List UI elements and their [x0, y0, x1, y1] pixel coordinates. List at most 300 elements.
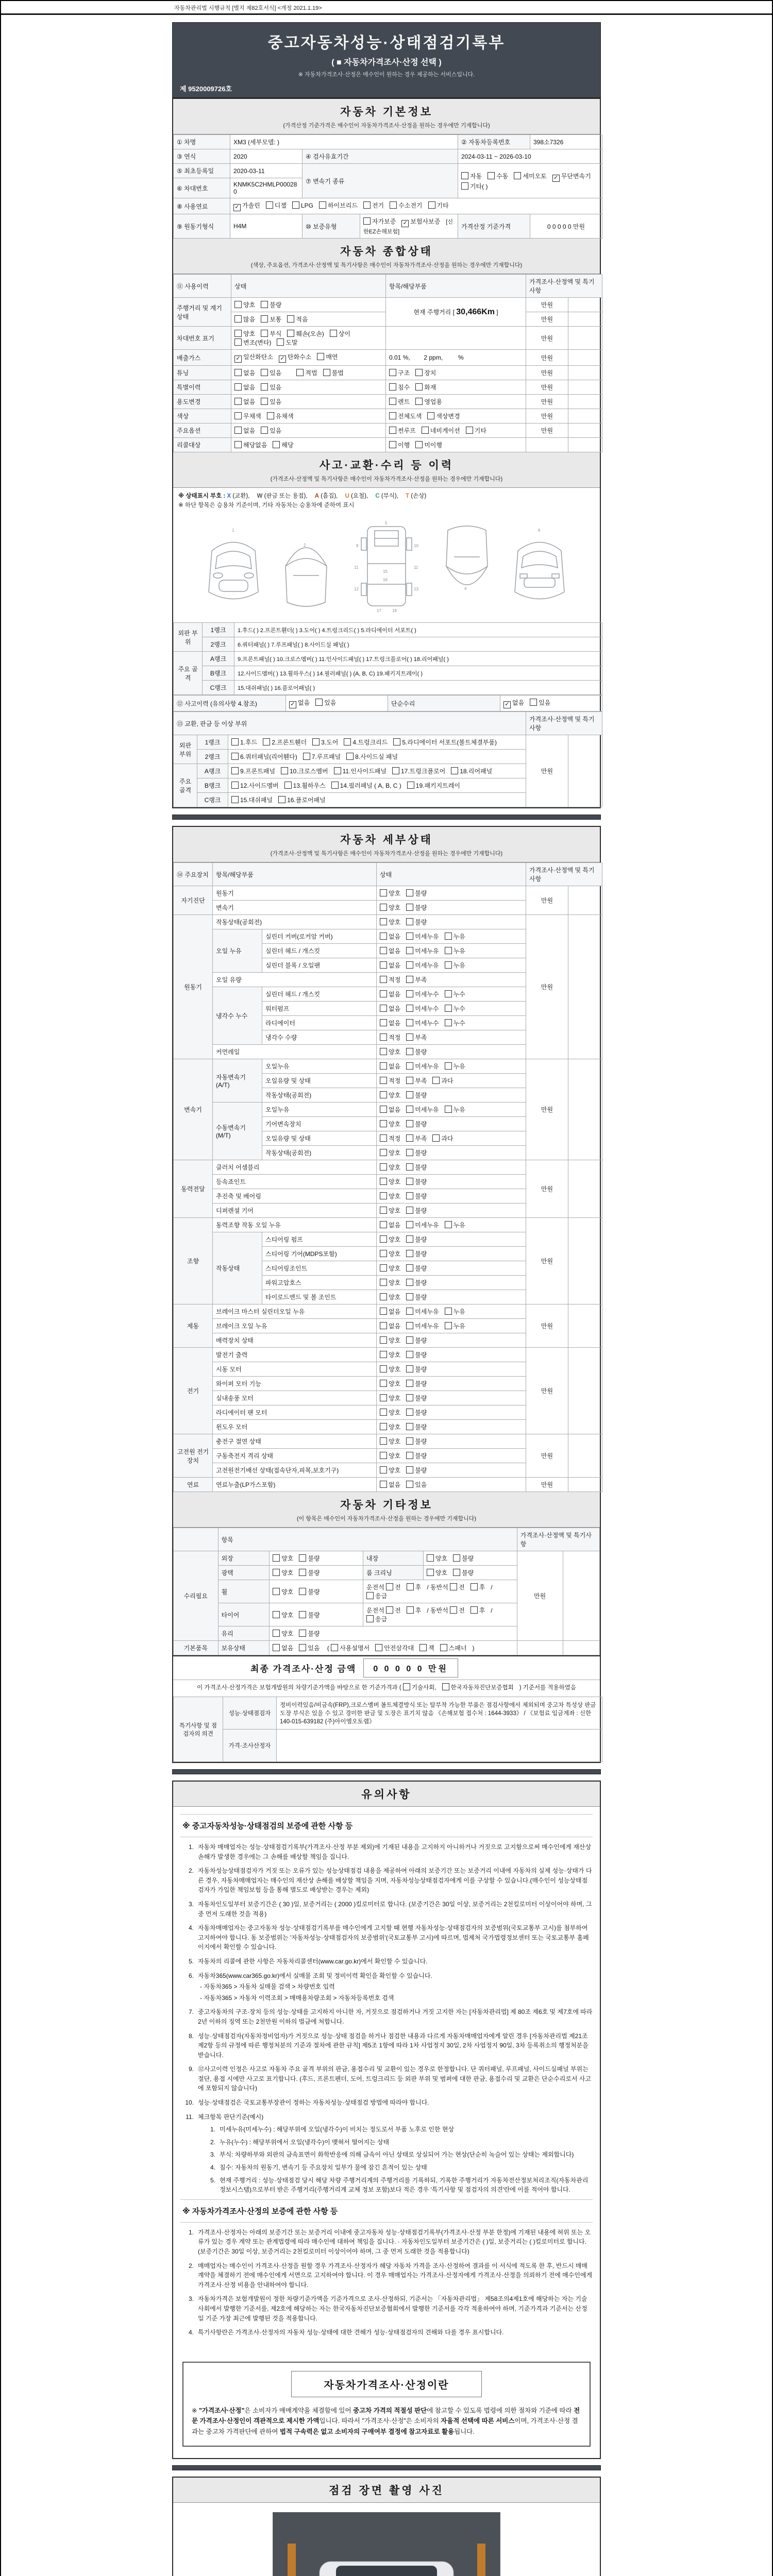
checkbox-option[interactable] [234, 300, 255, 309]
checkbox-option[interactable] [406, 1264, 427, 1273]
checkbox-icon[interactable] [317, 353, 324, 360]
checkbox-option[interactable] [406, 932, 439, 941]
checkbox-icon[interactable] [380, 1394, 387, 1401]
checkbox-icon[interactable] [375, 1644, 382, 1651]
checkbox-option[interactable] [380, 961, 400, 970]
checkbox-option[interactable] [380, 1408, 400, 1417]
checkbox-icon[interactable] [406, 1279, 413, 1286]
checkbox-icon[interactable] [299, 1588, 306, 1595]
checkbox-option[interactable] [299, 1611, 320, 1619]
checkbox-option[interactable] [470, 1583, 485, 1591]
checkbox-icon[interactable] [407, 1606, 414, 1614]
checkbox-icon[interactable] [445, 990, 452, 997]
checkbox-option[interactable] [393, 738, 497, 747]
checkbox-option[interactable] [234, 352, 273, 363]
checkbox-icon[interactable] [380, 1308, 387, 1315]
checkbox-icon[interactable] [380, 918, 387, 925]
checkbox-option[interactable] [406, 1076, 427, 1085]
checkbox-icon[interactable] [514, 172, 521, 179]
checkbox-option[interactable] [389, 368, 410, 377]
checkbox-option[interactable] [470, 1606, 485, 1615]
checkbox-option[interactable] [415, 397, 442, 406]
checkbox-option[interactable] [375, 1643, 414, 1652]
checkbox-icon[interactable] [380, 1005, 387, 1012]
checkbox-option[interactable] [334, 767, 386, 775]
checkbox-icon[interactable] [366, 1615, 374, 1622]
checkbox-option[interactable] [406, 1192, 427, 1200]
checkbox-checked-icon[interactable] [401, 220, 409, 227]
checkbox-icon[interactable] [406, 1250, 413, 1257]
checkbox-icon[interactable] [380, 1077, 387, 1084]
checkbox-option[interactable] [389, 426, 416, 435]
checkbox-icon[interactable] [234, 383, 242, 391]
checkbox-icon[interactable] [380, 1091, 387, 1098]
checkbox-option[interactable] [261, 383, 281, 392]
checkbox-icon[interactable] [406, 1091, 413, 1098]
checkbox-option[interactable] [406, 1466, 427, 1475]
checkbox-option[interactable] [461, 182, 488, 191]
checkbox-option[interactable] [401, 217, 440, 227]
checkbox-option[interactable] [231, 752, 297, 761]
checkbox-option[interactable] [380, 889, 400, 897]
checkbox-option[interactable] [380, 1177, 400, 1186]
checkbox-option[interactable] [363, 217, 396, 226]
checkbox-option[interactable] [380, 1105, 400, 1114]
checkbox-icon[interactable] [390, 201, 397, 209]
checkbox-option[interactable] [406, 990, 439, 998]
checkbox-option[interactable] [261, 368, 281, 377]
checkbox-option[interactable] [407, 781, 460, 790]
checkbox-option[interactable] [231, 795, 273, 804]
checkbox-icon[interactable] [299, 1630, 306, 1637]
checkbox-option[interactable] [380, 1264, 400, 1273]
checkbox-option[interactable] [406, 1019, 439, 1027]
checkbox-icon[interactable] [278, 796, 285, 803]
checkbox-icon[interactable] [386, 1583, 393, 1590]
checkbox-option[interactable] [390, 201, 422, 210]
checkbox-icon[interactable] [380, 1178, 387, 1185]
checkbox-option[interactable] [380, 1336, 400, 1345]
checkbox-icon[interactable] [380, 1120, 387, 1127]
checkbox-icon[interactable] [389, 369, 396, 376]
checkbox-option[interactable] [514, 172, 546, 180]
checkbox-option[interactable] [380, 1278, 400, 1287]
checkbox-icon[interactable] [380, 947, 387, 954]
checkbox-option[interactable] [346, 752, 398, 761]
checkbox-option[interactable] [233, 201, 260, 211]
checkbox-icon[interactable] [432, 1077, 440, 1084]
checkbox-icon[interactable] [380, 1365, 387, 1372]
checkbox-icon[interactable] [415, 383, 423, 391]
checkbox-icon[interactable] [406, 1466, 413, 1473]
checkbox-icon[interactable] [380, 1192, 387, 1199]
checkbox-option[interactable] [299, 1554, 320, 1563]
checkbox-option[interactable] [389, 440, 410, 449]
checkbox-option[interactable] [380, 946, 400, 955]
checkbox-option[interactable] [389, 412, 422, 420]
checkbox-option[interactable] [406, 1480, 427, 1489]
checkbox-icon[interactable] [407, 1583, 414, 1590]
checkbox-option[interactable] [419, 1643, 434, 1652]
checkbox-icon[interactable] [299, 1611, 306, 1618]
checkbox-option[interactable] [273, 1554, 293, 1563]
checkbox-option[interactable] [445, 1062, 465, 1071]
checkbox-option[interactable] [406, 1221, 439, 1229]
checkbox-option[interactable] [317, 352, 338, 361]
checkbox-icon[interactable] [461, 172, 468, 179]
checkbox-icon[interactable] [403, 1683, 410, 1690]
checkbox-icon[interactable] [380, 976, 387, 983]
checkbox-icon[interactable] [392, 767, 399, 774]
checkbox-icon[interactable] [273, 1588, 280, 1595]
checkbox-icon[interactable] [389, 412, 396, 419]
checkbox-icon[interactable] [231, 767, 239, 774]
checkbox-option[interactable] [389, 383, 410, 392]
checkbox-option[interactable] [432, 1134, 453, 1143]
checkbox-icon[interactable] [380, 1409, 387, 1416]
checkbox-option[interactable] [261, 300, 281, 309]
checkbox-icon[interactable] [406, 1351, 413, 1358]
checkbox-option[interactable] [266, 201, 287, 210]
checkbox-icon[interactable] [450, 1583, 457, 1590]
checkbox-icon[interactable] [284, 782, 292, 789]
checkbox-option[interactable] [440, 1643, 467, 1652]
checkbox-icon[interactable] [299, 1554, 306, 1562]
checkbox-icon[interactable] [406, 933, 413, 940]
checkbox-icon[interactable] [299, 1644, 306, 1651]
checkbox-option[interactable] [380, 975, 400, 984]
checkbox-option[interactable] [273, 1643, 293, 1652]
checkbox-option[interactable] [287, 329, 324, 338]
checkbox-option[interactable] [445, 1105, 465, 1114]
checkbox-icon[interactable] [261, 427, 268, 434]
checkbox-option[interactable] [234, 440, 267, 449]
checkbox-option[interactable] [406, 1321, 439, 1330]
checkbox-icon[interactable] [406, 1134, 413, 1142]
checkbox-option[interactable] [427, 412, 460, 420]
checkbox-option[interactable] [277, 338, 297, 347]
checkbox-option[interactable] [380, 1437, 400, 1446]
checkbox-icon[interactable] [261, 301, 268, 308]
checkbox-option[interactable] [380, 1004, 400, 1013]
checkbox-icon[interactable] [315, 699, 323, 706]
checkbox-option[interactable] [445, 1321, 465, 1330]
checkbox-option[interactable] [279, 352, 311, 363]
checkbox-option[interactable] [380, 1321, 400, 1330]
checkbox-option[interactable] [234, 315, 255, 324]
checkbox-option[interactable] [273, 1629, 293, 1638]
checkbox-icon[interactable] [461, 182, 468, 190]
checkbox-icon[interactable] [287, 330, 294, 337]
checkbox-option[interactable] [406, 1437, 427, 1446]
checkbox-option[interactable] [231, 781, 279, 790]
checkbox-icon[interactable] [380, 1322, 387, 1329]
checkbox-option[interactable] [445, 1004, 465, 1013]
checkbox-option[interactable] [450, 1583, 465, 1591]
checkbox-icon[interactable] [234, 338, 242, 346]
checkbox-option[interactable] [380, 1091, 400, 1099]
checkbox-option[interactable] [273, 440, 293, 449]
checkbox-option[interactable] [406, 1004, 439, 1013]
checkbox-option[interactable] [406, 1422, 427, 1431]
checkbox-option[interactable] [406, 1206, 427, 1215]
checkbox-option[interactable] [380, 1466, 400, 1475]
checkbox-option[interactable] [267, 412, 294, 420]
checkbox-icon[interactable] [380, 1235, 387, 1243]
checkbox-icon[interactable] [231, 753, 239, 760]
checkbox-option[interactable] [445, 961, 465, 970]
checkbox-option[interactable] [386, 1606, 401, 1615]
checkbox-icon[interactable] [427, 1569, 434, 1576]
checkbox-icon[interactable] [406, 961, 413, 969]
checkbox-option[interactable] [380, 903, 400, 912]
checkbox-option[interactable] [406, 1365, 427, 1374]
checkbox-icon[interactable] [380, 1264, 387, 1272]
checkbox-icon[interactable] [406, 1423, 413, 1430]
checkbox-option[interactable] [380, 1163, 400, 1172]
checkbox-option[interactable] [451, 767, 492, 775]
checkbox-icon[interactable] [380, 1452, 387, 1459]
checkbox-option[interactable] [406, 1091, 427, 1099]
checkbox-option[interactable] [366, 1615, 387, 1623]
checkbox-icon[interactable] [380, 1207, 387, 1214]
checkbox-option[interactable] [234, 383, 255, 392]
checkbox-option[interactable] [273, 1611, 293, 1619]
checkbox-icon[interactable] [281, 767, 288, 774]
checkbox-option[interactable] [406, 1307, 439, 1316]
checkbox-icon[interactable] [234, 412, 242, 419]
checkbox-option[interactable] [552, 172, 591, 182]
checkbox-option[interactable] [380, 1451, 400, 1460]
checkbox-option[interactable] [234, 368, 255, 377]
checkbox-icon[interactable] [406, 1235, 413, 1243]
checkbox-icon[interactable] [234, 369, 242, 376]
checkbox-option[interactable] [406, 961, 439, 970]
checkbox-icon[interactable] [406, 976, 413, 983]
checkbox-icon[interactable] [386, 1606, 393, 1614]
checkbox-icon[interactable] [470, 1606, 478, 1614]
checkbox-icon[interactable] [261, 330, 268, 337]
checkbox-option[interactable] [503, 698, 524, 708]
checkbox-icon[interactable] [445, 933, 452, 940]
checkbox-icon[interactable] [363, 217, 371, 225]
checkbox-option[interactable] [386, 1583, 401, 1591]
checkbox-icon[interactable] [451, 767, 458, 774]
checkbox-icon[interactable] [389, 398, 396, 405]
checkbox-icon[interactable] [445, 1221, 452, 1228]
checkbox-option[interactable] [380, 1365, 400, 1374]
checkbox-icon[interactable] [334, 767, 341, 774]
checkbox-option[interactable] [330, 329, 350, 338]
checkbox-option[interactable] [406, 903, 427, 912]
checkbox-icon[interactable] [419, 1644, 427, 1651]
checkbox-icon[interactable] [273, 441, 280, 448]
checkbox-option[interactable] [292, 201, 313, 209]
checkbox-option[interactable] [445, 1307, 465, 1316]
checkbox-icon[interactable] [261, 315, 268, 323]
checkbox-icon[interactable] [380, 1481, 387, 1488]
checkbox-icon[interactable] [380, 889, 387, 896]
checkbox-option[interactable] [445, 932, 465, 941]
checkbox-icon[interactable] [263, 738, 270, 745]
checkbox-option[interactable] [406, 889, 427, 897]
checkbox-icon[interactable] [261, 369, 268, 376]
checkbox-option[interactable] [380, 1350, 400, 1359]
checkbox-icon[interactable] [406, 1163, 413, 1171]
checkbox-option[interactable] [406, 1408, 427, 1417]
checkbox-option[interactable] [380, 1120, 400, 1128]
checkbox-option[interactable] [263, 738, 307, 747]
checkbox-icon[interactable] [445, 1322, 452, 1329]
checkbox-icon[interactable] [380, 1293, 387, 1300]
checkbox-option[interactable] [406, 1120, 427, 1128]
checkbox-option[interactable] [415, 383, 436, 392]
checkbox-option[interactable] [407, 1606, 422, 1615]
checkbox-option[interactable] [366, 1591, 387, 1600]
checkbox-option[interactable] [380, 1235, 400, 1244]
checkbox-option[interactable] [380, 1062, 400, 1071]
checkbox-icon[interactable] [380, 1134, 387, 1142]
checkbox-option[interactable] [363, 201, 384, 210]
checkbox-option[interactable] [380, 1394, 400, 1402]
checkbox-option[interactable] [273, 1587, 293, 1596]
checkbox-icon[interactable] [380, 1423, 387, 1430]
checkbox-option[interactable] [273, 1568, 293, 1577]
checkbox-option[interactable] [445, 990, 465, 998]
checkbox-icon[interactable] [380, 933, 387, 940]
checkbox-option[interactable] [331, 1643, 369, 1652]
checkbox-icon[interactable] [380, 1106, 387, 1113]
checkbox-icon[interactable] [380, 1279, 387, 1286]
checkbox-icon[interactable] [407, 782, 414, 789]
checkbox-option[interactable] [281, 767, 328, 775]
checkbox-option[interactable] [406, 1249, 427, 1258]
checkbox-icon[interactable] [331, 1644, 338, 1651]
checkbox-option[interactable] [415, 440, 442, 449]
checkbox-icon[interactable] [261, 383, 268, 391]
checkbox-option[interactable] [234, 338, 271, 347]
checkbox-option[interactable] [380, 918, 400, 926]
checkbox-icon[interactable] [380, 961, 387, 969]
checkbox-icon[interactable] [330, 330, 337, 337]
checkbox-option[interactable] [380, 1134, 400, 1143]
checkbox-checked-icon[interactable] [289, 701, 296, 708]
checkbox-option[interactable] [331, 781, 401, 790]
checkbox-option[interactable] [380, 1033, 400, 1042]
checkbox-option[interactable] [299, 1643, 320, 1652]
checkbox-icon[interactable] [406, 1048, 413, 1055]
checkbox-option[interactable] [406, 1047, 427, 1056]
checkbox-icon[interactable] [346, 753, 354, 760]
checkbox-option[interactable] [406, 1336, 427, 1345]
checkbox-icon[interactable] [406, 918, 413, 925]
checkbox-icon[interactable] [380, 1062, 387, 1070]
checkbox-icon[interactable] [406, 1221, 413, 1228]
checkbox-icon[interactable] [415, 441, 423, 448]
checkbox-icon[interactable] [380, 904, 387, 911]
checkbox-icon[interactable] [445, 1106, 452, 1113]
checkbox-option[interactable] [234, 397, 255, 406]
checkbox-icon[interactable] [380, 990, 387, 997]
checkbox-icon[interactable] [445, 1308, 452, 1315]
checkbox-icon[interactable] [406, 1019, 413, 1026]
checkbox-option[interactable] [415, 368, 436, 377]
checkbox-icon[interactable] [427, 412, 434, 419]
checkbox-option[interactable] [284, 781, 326, 790]
checkbox-icon[interactable] [406, 1336, 413, 1344]
checkbox-icon[interactable] [406, 1293, 413, 1300]
checkbox-icon[interactable] [277, 338, 284, 346]
checkbox-icon[interactable] [380, 1437, 387, 1445]
checkbox-icon[interactable] [380, 1048, 387, 1055]
checkbox-icon[interactable] [319, 201, 326, 209]
checkbox-icon[interactable] [406, 1437, 413, 1445]
checkbox-option[interactable] [406, 1148, 427, 1157]
checkbox-option[interactable] [406, 1062, 439, 1071]
checkbox-option[interactable] [231, 767, 275, 775]
checkbox-icon[interactable] [406, 990, 413, 997]
checkbox-icon[interactable] [406, 1394, 413, 1401]
checkbox-icon[interactable] [380, 1221, 387, 1228]
checkbox-option[interactable] [287, 315, 308, 324]
checkbox-icon[interactable] [296, 369, 304, 376]
checkbox-option[interactable] [422, 426, 460, 435]
checkbox-icon[interactable] [380, 1163, 387, 1171]
checkbox-option[interactable] [380, 1076, 400, 1085]
checkbox-icon[interactable] [428, 201, 435, 209]
checkbox-option[interactable] [380, 1019, 400, 1027]
checkbox-icon[interactable] [267, 412, 274, 419]
checkbox-icon[interactable] [406, 1481, 413, 1488]
checkbox-option[interactable] [380, 1221, 400, 1229]
checkbox-option[interactable] [389, 397, 410, 406]
checkbox-option[interactable] [278, 795, 326, 804]
checkbox-option[interactable] [427, 1568, 447, 1577]
checkbox-option[interactable] [380, 932, 400, 941]
checkbox-icon[interactable] [273, 1630, 280, 1637]
checkbox-option[interactable] [380, 1206, 400, 1215]
checkbox-option[interactable] [261, 426, 281, 435]
checkbox-option[interactable] [234, 329, 255, 338]
checkbox-option[interactable] [406, 1163, 427, 1172]
checkbox-option[interactable] [380, 1379, 400, 1388]
checkbox-icon[interactable] [445, 961, 452, 969]
checkbox-icon[interactable] [406, 1380, 413, 1387]
checkbox-icon[interactable] [445, 1019, 452, 1026]
checkbox-option[interactable] [406, 1350, 427, 1359]
checkbox-icon[interactable] [380, 1351, 387, 1358]
checkbox-option[interactable] [403, 1683, 436, 1691]
checkbox-icon[interactable] [406, 1178, 413, 1185]
checkbox-option[interactable] [406, 1451, 427, 1460]
checkbox-icon[interactable] [406, 1077, 413, 1084]
checkbox-option[interactable] [406, 1033, 427, 1042]
checkbox-icon[interactable] [406, 1264, 413, 1272]
checkbox-icon[interactable] [406, 1409, 413, 1416]
checkbox-icon[interactable] [231, 796, 239, 803]
checkbox-icon[interactable] [303, 753, 310, 760]
checkbox-option[interactable] [380, 1047, 400, 1056]
checkbox-option[interactable] [432, 1076, 453, 1085]
checkbox-icon[interactable] [422, 427, 429, 434]
checkbox-option[interactable] [380, 1249, 400, 1258]
checkbox-checked-icon[interactable] [503, 701, 511, 708]
checkbox-option[interactable] [453, 1554, 474, 1563]
checkbox-option[interactable] [445, 1221, 465, 1229]
checkbox-option[interactable] [299, 1587, 320, 1596]
checkbox-icon[interactable] [312, 738, 320, 745]
checkbox-icon[interactable] [406, 1005, 413, 1012]
